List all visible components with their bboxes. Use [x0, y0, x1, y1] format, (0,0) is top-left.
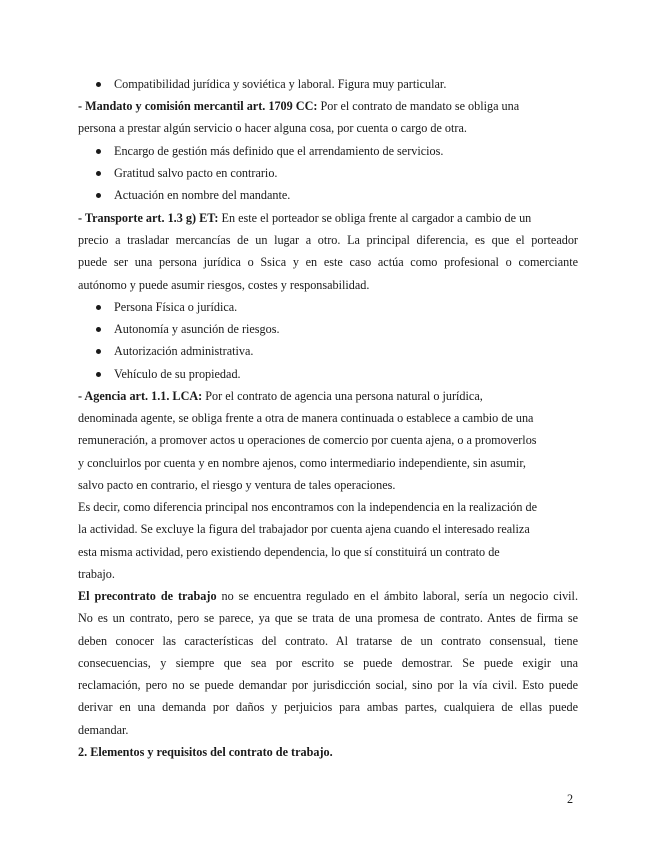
text-line: la actividad. Se excluye la figura del trabajador por cuenta ajena cuando el interesado realiza [78, 522, 530, 536]
list-item: Compatibilidad jurídica y soviética y laboral. Figura muy particular. [96, 77, 596, 92]
text-line: No es un contrato, pero se parece, ya que se trata de una promesa de contrato. Antes de firma se [78, 611, 578, 625]
section-heading-precontrato: El precontrato de trabajo [78, 589, 217, 603]
bullet-icon [96, 144, 114, 159]
text-line: autónomo y puede asumir riesgos, costes y responsabilidad. [78, 278, 370, 292]
section-heading-agencia: - Agencia art. 1.1. LCA: [78, 389, 203, 403]
bullet-icon [96, 344, 114, 359]
list-item: Autorización administrativa. [96, 344, 596, 359]
list-item: Actuación en nombre del mandante. [96, 188, 596, 203]
bullet-icon [96, 367, 114, 382]
section-heading-elementos: 2. Elementos y requisitos del contrato de trabajo. [78, 745, 333, 759]
bullet-icon [96, 188, 114, 203]
text-line: derivar en una demanda por daños y perjuicios para ambas partes, cualquiera de ellas puede [78, 700, 578, 714]
section-heading-mandato: - Mandato y comisión mercantil art. 1709 CC: [78, 99, 318, 113]
text-line: trabajo. [78, 567, 115, 581]
text-line: esta misma actividad, pero existiendo dependencia, lo que sí constituirá un contrato de [78, 545, 500, 559]
text-line: salvo pacto en contrario, el riesgo y ventura de tales operaciones. [78, 478, 396, 492]
text-line: Es decir, como diferencia principal nos encontramos con la independencia en la realización de [78, 500, 538, 514]
bullet-icon [96, 166, 114, 181]
list-item: Vehículo de su propiedad. [96, 367, 596, 382]
paragraph-precontrato: El precontrato de trabajo no se encuentra regulado en el ámbito laboral, sería un negocio civil. [78, 589, 578, 603]
list-item: Gratitud salvo pacto en contrario. [96, 166, 596, 181]
text-line: puede ser una persona jurídica o Ssica y en este caso actúa como profesional o comerciante [78, 255, 578, 269]
page-number: 2 [567, 792, 574, 806]
text-line: y concluirlos por cuenta y en nombre ajenos, como intermediario independiente, sin asumir, [78, 456, 526, 470]
text-line: persona a prestar algún servicio o hacer alguna cosa, por cuenta o cargo de otra. [78, 121, 467, 135]
bullet-icon [96, 77, 114, 92]
text-line: deben conocer las características del contrato. Al tratarse de un contrato consensual, tiene [78, 634, 578, 648]
paragraph-mandato: - Mandato y comisión mercantil art. 1709 CC: Por el contrato de mandato se obliga una [78, 99, 520, 113]
text-line: reclamación, pero no se puede demandar por jurisdicción social, sino por la vía civil. Esto puede [78, 678, 578, 692]
bullet-icon [96, 322, 114, 337]
text-line: precio a trasladar mercancías de un lugar a otro. La principal diferencia, es que el porteador [78, 233, 578, 247]
section-heading-transporte: - Transporte art. 1.3 g) ET: [78, 211, 219, 225]
paragraph-transporte: - Transporte art. 1.3 g) ET: En este el porteador se obliga frente al cargador a cambio de un [78, 211, 532, 225]
text-line: demandar. [78, 723, 129, 737]
text-line: denominada agente, se obliga frente a otra de manera continuada o establece a cambio de una [78, 411, 534, 425]
list-item: Encargo de gestión más definido que el arrendamiento de servicios. [96, 144, 596, 159]
list-item: Autonomía y asunción de riesgos. [96, 322, 596, 337]
text-line: remuneración, a promover actos u operaciones de comercio por cuenta ajena, o a promoverlos [78, 433, 537, 447]
bullet-icon [96, 300, 114, 315]
paragraph-agencia: - Agencia art. 1.1. LCA: Por el contrato de agencia una persona natural o jurídica, [78, 389, 483, 403]
list-item: Persona Física o jurídica. [96, 300, 596, 315]
text-line: consecuencias, y siempre que sea por escrito se puede demostrar. Se puede exigir una [78, 656, 578, 670]
